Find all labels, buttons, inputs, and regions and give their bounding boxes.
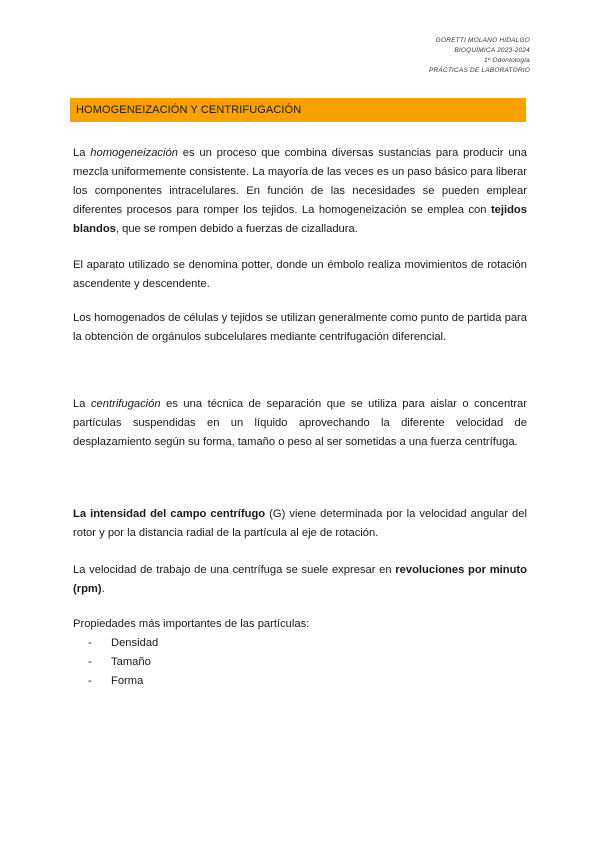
- section-title: HOMOGENEIZACIÓN Y CENTRIFUGACIÓN: [76, 104, 302, 116]
- text: La: [73, 398, 91, 410]
- text: es un proceso que combina diversas sustancias para producir una mezcla uniformemente consistente. La mayoría de las veces es un paso básico para liberar los componentes intracelulares. En función de las necesidades se pueden emplear diferentes procesos para romper los tejidos. La homogeneización se emplea con: [73, 147, 527, 216]
- list-item-label: Tamaño: [111, 656, 151, 668]
- list-bullet: -: [88, 656, 92, 668]
- paragraph-centrifugation: [73, 395, 527, 452]
- list-item: [88, 653, 158, 672]
- list-bullet: -: [88, 637, 92, 649]
- list-item: [88, 634, 158, 653]
- text: .: [101, 583, 105, 595]
- term-rpm: revoluciones por minuto (rpm): [73, 564, 527, 595]
- text: La: [73, 147, 91, 159]
- course-subject: BIOQUÍMICA 2023-2024: [454, 47, 530, 54]
- course-year: 1º Odontología: [483, 57, 530, 64]
- term-soft-tissue: tejidos blandos: [73, 204, 527, 235]
- list-item: [88, 672, 158, 691]
- paragraph-homogenization: [73, 144, 527, 239]
- term-homogenization: homogeneización: [90, 147, 178, 159]
- term-field-intensity: La intensidad del campo centrífugo: [73, 508, 266, 520]
- properties-list: [88, 634, 158, 691]
- text: (G) viene determinada por la velocidad angular del rotor y por la distancia radial de la partícula al eje de rotación.: [73, 508, 527, 539]
- paragraph-properties-intro: Propiedades más importantes de las partículas:: [73, 618, 310, 630]
- term-centrifugation: centrifugación: [90, 398, 161, 410]
- paragraph-potter: El aparato utilizado se denomina potter, donde un émbolo realiza movimientos de rotación ascendente y descendente.: [73, 259, 527, 290]
- list-item-label: Densidad: [111, 637, 159, 649]
- paragraph-field-intensity: [73, 505, 527, 543]
- author-name: GORETTI MOLANO HIDALGO: [435, 37, 530, 44]
- text: La velocidad de trabajo de una centrífuga se suele expresar en: [73, 564, 396, 576]
- list-item-label: Forma: [111, 675, 144, 687]
- section-banner: [70, 98, 526, 122]
- document-type: PRÁCTICAS DE LABORATORIO: [429, 67, 530, 74]
- text: es una técnica de separación que se utiliza para aislar o concentrar partículas suspendidas en un líquido aprovechando la diferente velocidad de desplazamiento según su forma, tamaño o peso al ser sometidas a una fuerza centrífuga.: [73, 398, 527, 448]
- text: , que se rompen debido a fuerzas de cizalladura.: [115, 223, 358, 235]
- document-header: [429, 36, 530, 76]
- paragraph-rpm: [73, 561, 527, 599]
- list-bullet: -: [88, 675, 92, 687]
- paragraph-homogenates: Los homogenados de células y tejidos se utilizan generalmente como punto de partida para la obtención de orgánulos subcelulares mediante centrifugación diferencial.: [73, 312, 528, 343]
